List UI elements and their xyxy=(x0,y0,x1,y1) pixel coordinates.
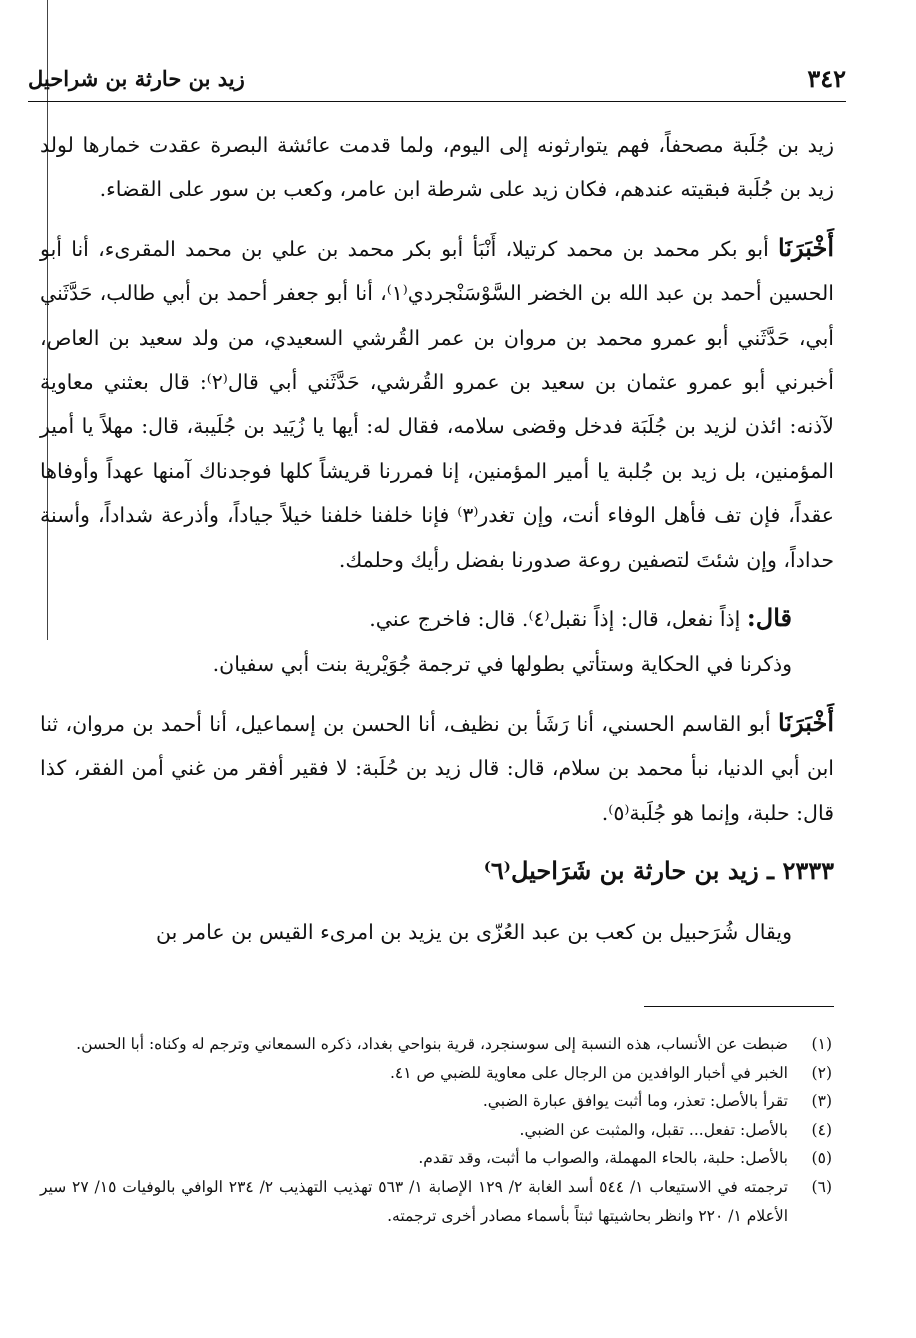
footnotes xyxy=(40,1030,832,1230)
paragraph xyxy=(40,596,834,641)
footnote xyxy=(40,1116,832,1145)
footnote xyxy=(40,1144,832,1173)
paragraph-text: ويقال شُرَحبيل بن كعب بن عبد العُزّى بن يزيد بن امرىء القيس بن عامر بن xyxy=(156,919,792,944)
footnote-number: (٤) xyxy=(811,1120,832,1139)
paragraph-text: وذكرنا في الحكاية وستأتي بطولها في ترجمة جُوَيْرية بنت أبي سفيان. xyxy=(212,652,792,677)
paragraph-text: أبو بكر محمد بن محمد كرتيلا، أَنْبَأ أبو بكر محمد بن علي بن محمد المقرىء، أنا أبو الحسين أحمد بن عبد الله بن الخضر السَّوْسَنْجردي⁽١⁾، أنا أبو جعفر أحمد بن أبي طالب، حَدَّثَني أبي، حَدَّثَني أبو عمرو محمد بن مروان بن عمر القُرشي السعيدي، من ولد سعيد بن العاص، أخبرني أبو عمرو عثمان بن سعيد بن عمرو القُرشي، حَدَّثَني أبي قال⁽٢⁾: قال بعثني معاوية لآذنه: ائذن لزيد بن جُلَبَة فدخل وقضى سلامه، فقال له: أيها يا زُيَيد بن جُلَيبة، قال: مهلاً يا أمير المؤمنين، بل زيد بن جُلبة يا أمير المؤمنين، إنا فمررنا قريشاً كلها فوجدناك آمنها عهداً وأوفاها عقداً، فإن تف فأهل الوفاء أنت، وإن تغدر⁽٣⁾ فإنا خلفنا خلفنا خيلاً جياداً، وأذرعة شداداً، وأسنة حداداً، وإن شئتَ لتصفين روعة صدورنا بفضل رأيك وحلمك. xyxy=(40,236,835,572)
paragraph-lead: قال: xyxy=(746,603,792,633)
running-title: زيد بن حارثة بن شراحيل xyxy=(28,65,245,91)
footnote-text: بالأصل: حلبة، بالحاء المهملة، والصواب ما أثبت، وقد تقدم. xyxy=(418,1149,788,1168)
footnote-text: بالأصل: تفعل... تقبل، والمثبت عن الضبي. xyxy=(519,1120,788,1139)
footnote xyxy=(40,1087,832,1116)
footnote-text: ضبطت عن الأنساب، هذه النسبة إلى سوسنجرد، قرية بنواحي بغداد، ذكره السمعاني وترجم له وكناه: أبا الحسن. xyxy=(76,1035,788,1053)
footnotes-divider xyxy=(644,1006,834,1007)
paragraph xyxy=(40,226,834,582)
main-text xyxy=(40,122,834,968)
entry-heading: ٢٣٣٣ ـ زيد بن حارثة بن شَرَاحيل⁽٦⁾ xyxy=(483,856,834,886)
footnote-number: (٥) xyxy=(811,1149,832,1168)
page-header xyxy=(28,55,846,102)
paragraph-text: إذاً نفعل، قال: إذاً نقبل⁽٤⁾. قال: فاخرج عني. xyxy=(369,607,747,632)
page-number: ٣٤٢ xyxy=(807,63,846,93)
paragraph-text: أبو القاسم الحسني، أنا رَشَأ بن نظيف، أنا الحسن بن إسماعيل، أنا أحمد بن مروان، ثنا ابن أبي الدنيا، نبأ محمد بن سلام، قال: قال زيد بن حُلَبة: لا فقير أفقر من غني أمن الفقر، كذا قال: حلبة، وإنما هو جُلَبة⁽٥⁾. xyxy=(40,711,834,825)
footnote-number: (٢) xyxy=(811,1063,832,1082)
paragraph xyxy=(40,641,834,686)
footnote-number: (١) xyxy=(811,1035,832,1053)
footnote-number: (٣) xyxy=(811,1092,832,1111)
footnote xyxy=(40,1173,832,1230)
paragraph xyxy=(40,910,834,954)
footnote-text: ترجمته في الاستيعاب ١/ ٥٤٤ أسد الغابة ٢/ ١٢٩ الإصابة ١/ ٥٦٣ تهذيب التهذيب ٢/ ٢٣٤ الوافي بالوفيات ١٥/ ٢٧ سير الأعلام ١/ ٢٢٠ وانظر بحاشيتها ثبتاً بأسماء مصادر أخرى ترجمته. xyxy=(40,1177,788,1225)
footnote-number: (٦) xyxy=(811,1177,832,1196)
footnote xyxy=(40,1059,832,1088)
footnote-text: تقرأ بالأصل: تعذر، وما أثبت يوافق عبارة الضبي. xyxy=(482,1092,788,1111)
paragraph xyxy=(40,701,834,835)
paragraph-lead: أَخْبَرَنَا xyxy=(778,707,834,737)
footnote-text: الخبر في أخبار الوافدين من الرجال على معاوية للضبي ص ٤١. xyxy=(389,1063,788,1082)
paragraph xyxy=(40,122,834,212)
paragraph-text: زيد بن جُلَبة مصحفاً، فهم يتوارثونه إلى اليوم، ولما قدمت عائشة البصرة عقدت خمارها لولد زيد بن جُلَبة فبقيته عندهم، فكان زيد على شرطة ابن عامر، وكعب بن سور على القضاء. xyxy=(40,133,834,202)
paragraph-lead: أَخْبَرَنَا xyxy=(778,232,834,262)
footnote xyxy=(40,1030,832,1059)
